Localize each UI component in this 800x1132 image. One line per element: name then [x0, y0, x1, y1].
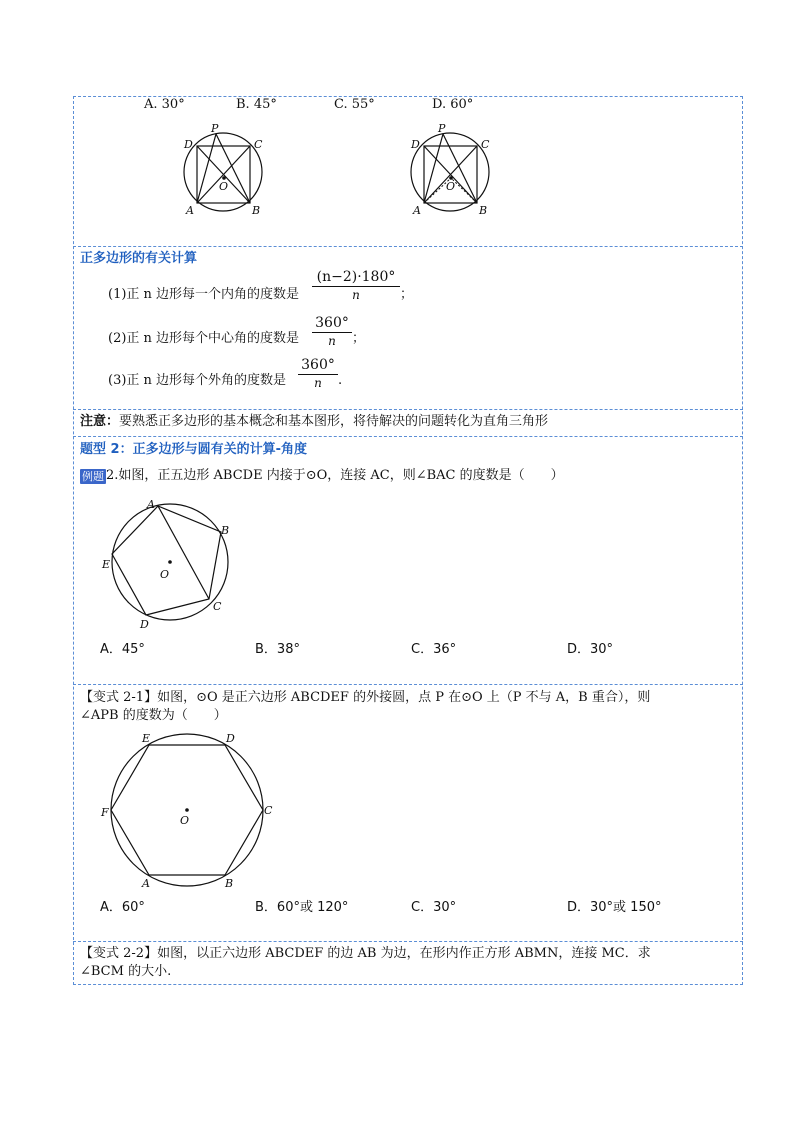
- formula-2-fraction: [312, 314, 352, 349]
- formula-1-numerator: (n−2)·180°: [316, 269, 396, 285]
- note-line: [80, 413, 548, 431]
- pentagon-label-b: B: [221, 524, 230, 537]
- pentagon-label-d: D: [140, 618, 149, 631]
- variant21-question-line2: ∠APB 的度数为（ ）: [80, 708, 227, 723]
- example2-question: 2.如图，正五边形 ABCDE 内接于⊙O，连接 AC，则∠BAC 的度数是（ ）: [106, 468, 564, 483]
- divider-5: [73, 941, 743, 942]
- variant22-question-line1: 【变式 2-2】如图，以正六边形 ABCDEF 的边 AB 为边，在形内作正方形 ABMN，连接 MC．求: [80, 946, 651, 961]
- variant21-option-c: C．30°: [411, 900, 457, 915]
- formula-3-denominator: n: [314, 376, 322, 390]
- hexagon-label-d: D: [226, 732, 235, 745]
- hexagon-label-c: C: [264, 804, 273, 817]
- hexagon-label-a: A: [142, 877, 150, 890]
- formula-2-text: (2)正 n 边形每个中心角的度数是: [108, 331, 300, 346]
- q1-fig2-label-o: O: [446, 180, 456, 193]
- q1-fig1-label-c: C: [254, 138, 263, 151]
- q1-fig2-label-b: B: [479, 204, 488, 217]
- q1-fig2-label-p: P: [438, 122, 446, 135]
- pentagon-figure: [96, 494, 246, 634]
- pentagon-label-e: E: [102, 558, 111, 571]
- q1-fig2-label-a: A: [413, 204, 421, 217]
- q1-figure-right: [405, 120, 505, 220]
- variant21-question-line1: 【变式 2-1】如图，⊙O 是正六边形 ABCDEF 的外接圆，点 P 在⊙O 上（P 不与 A，B 重合），则: [80, 690, 651, 705]
- variant21-option-d: D．30°或 150°: [567, 900, 662, 915]
- q1-option-b: B. 45°: [236, 97, 277, 112]
- formula-2-denominator: n: [328, 334, 336, 348]
- formula-1-denominator: n: [352, 288, 360, 302]
- divider-3: [73, 436, 743, 437]
- q1-figure-left: [178, 120, 278, 220]
- formula-3-numerator: 360°: [301, 357, 335, 373]
- hexagon-label-f: F: [101, 806, 109, 819]
- q1-fig1-label-a: A: [186, 204, 194, 217]
- formula-3-fraction: [298, 356, 338, 391]
- formula-2-numerator: 360°: [315, 315, 349, 331]
- q1-fig2-label-c: C: [481, 138, 490, 151]
- formula-1-text: (1)正 n 边形每一个内角的度数是: [108, 287, 300, 302]
- q1-fig1-label-p: P: [211, 122, 219, 135]
- pentagon-label-a: A: [147, 498, 155, 511]
- hexagon-label-o: O: [180, 814, 190, 827]
- pentagon-label-c: C: [213, 600, 222, 613]
- example-badge: 例题: [82, 470, 104, 483]
- pentagon-label-o: O: [160, 568, 170, 581]
- example2-option-c: C．36°: [411, 642, 457, 657]
- q1-fig2-label-d: D: [411, 138, 420, 151]
- divider-2: [73, 409, 743, 410]
- formula-2-end: ；: [352, 331, 366, 346]
- divider-1: [73, 246, 743, 247]
- hexagon-label-b: B: [225, 877, 234, 890]
- hexagon-figure: [96, 726, 286, 894]
- q1-option-a: A. 30°: [144, 97, 185, 112]
- note-text: 要熟悉正多边形的基本概念和基本图形，将待解决的问题转化为直角三角形: [119, 414, 549, 429]
- variant21-option-b: B．60°或 120°: [255, 900, 349, 915]
- formula-3-text: (3)正 n 边形每个外角的度数是: [108, 373, 287, 388]
- q1-option-d: D. 60°: [432, 97, 474, 112]
- q1-option-c: C. 55°: [334, 97, 375, 112]
- example2-option-a: A．45°: [100, 642, 145, 657]
- q1-fig1-label-o: O: [219, 180, 229, 193]
- q1-fig1-label-d: D: [184, 138, 193, 151]
- formula-1-fraction: [312, 268, 400, 303]
- note-label: 注意：: [80, 414, 120, 429]
- hexagon-label-e: E: [142, 732, 151, 745]
- variant22-question-line2: ∠BCM 的大小.: [80, 964, 172, 979]
- divider-4: [73, 684, 743, 685]
- formula-3-end: .: [338, 373, 343, 388]
- section-heading-type2: 题型 2：正多边形与圆有关的计算-角度: [80, 442, 307, 457]
- variant21-option-a: A．60°: [100, 900, 145, 915]
- example2-option-d: D．30°: [567, 642, 614, 657]
- example2-option-b: B．38°: [255, 642, 300, 657]
- section-heading-regular-polygon: 正多边形的有关计算: [80, 251, 198, 266]
- formula-1-end: ；: [400, 287, 414, 302]
- q1-fig1-label-b: B: [252, 204, 261, 217]
